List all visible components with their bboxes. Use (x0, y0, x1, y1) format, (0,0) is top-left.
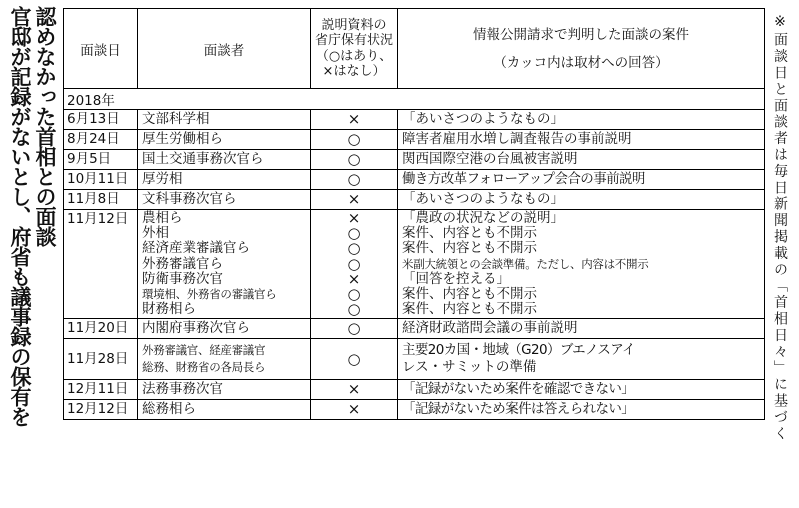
group-cases (398, 210, 765, 319)
row-case: 「記録がないため案件は答えられない」 (398, 400, 765, 420)
group-person: 環境相、外務省の審議官ら (142, 286, 277, 301)
row-person: 厚生労働相ら (138, 130, 311, 150)
row-status: ○ (311, 319, 398, 339)
row-status: ○ (311, 150, 398, 170)
row-case-line-2: レス・サミットの準備 (402, 359, 537, 376)
row-case: 関西国際空港の台風被害説明 (398, 150, 765, 170)
row-person: 文部科学相 (138, 110, 311, 130)
group-status: ○ (347, 284, 361, 303)
row-status: × (311, 190, 398, 210)
source-note: ※面談日と面談者は毎日新聞掲載の「首相日々」に基づく (772, 14, 788, 443)
group-persons (138, 210, 311, 319)
table-row (64, 339, 765, 380)
row-status: ○ (311, 130, 398, 150)
group-person: 経済産業審議官ら (142, 240, 250, 257)
group-case: 米副大統領との会談準備。ただし、内容は不開示 (402, 256, 649, 271)
header-status-line-4: ×はなし） (322, 63, 386, 79)
group-person: 農相ら (142, 210, 183, 226)
table-row (64, 130, 765, 150)
header-person: 面談者 (138, 9, 311, 89)
row-status: ○ (311, 339, 398, 380)
row-person: 国土交通事務次官ら (138, 150, 311, 170)
row-date: 10月11日 (64, 170, 138, 190)
group-case: 案件、内容とも不開示 (402, 240, 537, 257)
table-row-group (64, 210, 765, 319)
table-row (64, 380, 765, 400)
group-person: 外相 (142, 225, 169, 242)
row-status: × (311, 380, 398, 400)
row-case (398, 339, 765, 380)
row-person-line-2: 総務、財務省の各局長ら (142, 360, 266, 375)
group-status: × (347, 269, 361, 288)
row-case: 働き方改革フォローアップ会合の事前説明 (398, 170, 765, 190)
row-date: 6月13日 (64, 110, 138, 130)
group-statuses (311, 210, 398, 319)
header-date: 面談日 (64, 9, 138, 89)
group-case: 案件、内容とも不開示 (402, 285, 537, 302)
row-case: 「あいさつのようなもの」 (398, 190, 765, 210)
header-status-line-2: 省庁保有状況 (314, 33, 393, 49)
header-case-line-2: （カッコ内は取材への回答） (493, 54, 669, 71)
table-row (64, 400, 765, 420)
row-status: × (311, 400, 398, 420)
group-person: 防衛事務次官 (142, 270, 223, 287)
row-date: 9月5日 (64, 150, 138, 170)
row-date: 11月20日 (64, 319, 138, 339)
headline-line-2: 認めなかった首相との面談 (33, 6, 57, 246)
group-status: ○ (347, 254, 361, 273)
header-status (311, 9, 398, 89)
header-status-line-1: 説明資料の (321, 18, 387, 34)
group-case: 案件、内容とも不開示 (402, 301, 537, 318)
table-row (64, 170, 765, 190)
header-row (64, 9, 765, 89)
table-row (64, 190, 765, 210)
row-case: 経済財政諮問会議の事前説明 (398, 319, 765, 339)
group-date: 11月12日 (64, 210, 138, 319)
group-status: × (347, 209, 361, 227)
row-status: × (311, 110, 398, 130)
header-case (398, 9, 765, 89)
year-row (64, 89, 765, 110)
meetings-table (63, 8, 765, 420)
group-case: 案件、内容とも不開示 (402, 225, 537, 242)
group-status: ○ (347, 300, 361, 319)
group-case: 「回答を控える」 (402, 270, 510, 287)
row-case: 「あいさつのようなもの」 (398, 110, 765, 130)
table-row (64, 319, 765, 339)
table-row (64, 150, 765, 170)
row-case-line-1: 主要20カ国・地域（G20）ブエノスアイ (402, 342, 635, 359)
header-status-line-3: （○はあり、 (315, 48, 393, 64)
row-date: 11月28日 (64, 339, 138, 380)
row-person-line-1: 外務審議官、経産審議官 (142, 343, 266, 358)
row-person (138, 339, 311, 380)
table-row (64, 110, 765, 130)
group-status: ○ (347, 239, 361, 258)
group-case: 「農政の状況などの説明」 (402, 210, 564, 226)
row-status: ○ (311, 170, 398, 190)
row-date: 12月11日 (64, 380, 138, 400)
row-person: 総務相ら (138, 400, 311, 420)
year-label: 2018年 (64, 89, 765, 110)
headline-line-1: 官邸が記録がないとし、府省も議事録の保有を (8, 6, 32, 426)
row-person: 法務事務次官 (138, 380, 311, 400)
header-case-line-1: 情報公開請求で判明した面談の案件 (473, 26, 689, 43)
row-person: 文科事務次官ら (138, 190, 311, 210)
row-case: 「記録がないため案件を確認できない」 (398, 380, 765, 400)
row-date: 12月12日 (64, 400, 138, 420)
row-date: 8月24日 (64, 130, 138, 150)
group-status: ○ (347, 224, 361, 243)
row-person: 厚労相 (138, 170, 311, 190)
row-person: 内閣府事務次官ら (138, 319, 311, 339)
group-person: 外務審議官ら (142, 255, 223, 272)
group-person: 財務相ら (142, 301, 196, 318)
row-case: 障害者雇用水増し調査報告の事前説明 (398, 130, 765, 150)
row-date: 11月8日 (64, 190, 138, 210)
